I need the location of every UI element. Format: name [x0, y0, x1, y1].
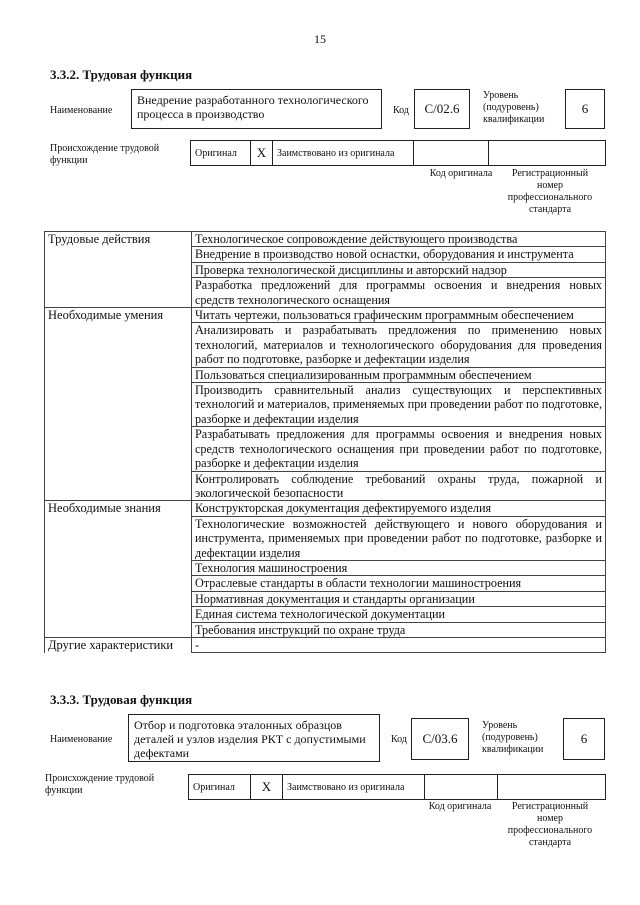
origin-row: [190, 140, 606, 166]
code-box: С/02.6: [414, 89, 470, 129]
origin-mark: X: [251, 141, 273, 165]
table-cell-item: Конструкторская документация дефектируемого изделия: [192, 501, 606, 516]
table-cell-item: Внедрение в производство новой оснастки, оборудования и инструмента: [192, 247, 606, 262]
table-cell-item: Пользоваться специализированным программным обеспечением: [192, 367, 606, 382]
origin-label: Происхождение трудовой функции: [50, 143, 160, 166]
table-cell-item: -: [192, 637, 606, 652]
origin-row-2: [188, 774, 606, 800]
table-cell-item: Анализировать и разрабатывать предложения по применению новых технологий, материалов и технологического оборудования для проведения работ по подготовке, разборке и дефектации изделия: [192, 323, 606, 367]
origin-original: Оригинал: [191, 141, 251, 165]
table-cell-item: Нормативная документация и стандарты организации: [192, 591, 606, 606]
origin-reg-cell-2: [498, 775, 605, 799]
section-title-3-3-3: 3.3.3. Трудовая функция: [50, 692, 193, 707]
origin-code-cell-2: [425, 775, 498, 799]
table-row: [45, 501, 606, 516]
group-heading: Необходимые знания: [45, 501, 192, 638]
table-cell-item: Технологические возможностей действующего и нового оборудования и инструмента, применяемых при проведении работ по подготовке, разборке и дефектации изделия: [192, 516, 606, 560]
function-name-box-2: Отбор и подготовка эталонных образцов деталей и узлов изделия РКТ с допустимыми дефектами: [128, 714, 380, 762]
section-title-3-3-2: 3.3.2. Трудовая функция: [50, 67, 193, 82]
table-cell-item: Технологическое сопровождение действующего производства: [192, 232, 606, 247]
name-label-2: Наименование: [50, 734, 113, 745]
level-label-2: Уровень (подуровень) квалификации: [482, 720, 544, 755]
origin-code-cell: [414, 141, 489, 165]
code-label: Код: [393, 105, 409, 116]
table-row: [45, 232, 606, 247]
labor-function-table: [44, 231, 606, 653]
table-cell-item: Разработка предложений для программы освоения и внедрения новых средств технологического оснащения: [192, 278, 606, 308]
table-cell-item: Производить сравнительный анализ существующих и перспективных технологий и материалов, применяемых при проведении работ по подготовке, разборке и дефектации изделия: [192, 383, 606, 427]
origin-reg-caption: Регистрационный номер профессионального стандарта: [507, 168, 593, 215]
level-box: 6: [565, 89, 605, 129]
page-number: 15: [314, 32, 326, 46]
table-cell-item: Технология машиностроения: [192, 560, 606, 575]
origin-code-caption-2: Код оригинала: [428, 801, 492, 812]
group-heading: Трудовые действия: [45, 232, 192, 308]
table-cell-item: Контролировать соблюдение требований охраны труда, пожарной и экологической безопасности: [192, 471, 606, 501]
name-label: Наименование: [50, 105, 113, 116]
table-cell-item: Отраслевые стандарты в области технологии машиностроения: [192, 576, 606, 591]
table-row: [45, 637, 606, 652]
table-cell-item: Единая система технологической документации: [192, 607, 606, 622]
level-label: Уровень (подуровень) квалификации: [483, 90, 545, 125]
code-box-2: С/03.6: [411, 718, 469, 760]
origin-reg-caption-2: Регистрационный номер профессионального стандарта: [507, 801, 593, 848]
origin-borrowed-2: Заимствовано из оригинала: [283, 775, 425, 799]
origin-label-2: Происхождение трудовой функции: [45, 773, 155, 796]
group-heading: Необходимые умения: [45, 308, 192, 501]
table-cell-item: Проверка технологической дисциплины и авторский надзор: [192, 262, 606, 277]
origin-original-2: Оригинал: [189, 775, 251, 799]
origin-code-caption: Код оригинала: [429, 168, 493, 179]
group-heading: Другие характеристики: [45, 637, 192, 652]
table-cell-item: Требования инструкций по охране труда: [192, 622, 606, 637]
origin-reg-cell: [489, 141, 605, 165]
origin-borrowed: Заимствовано из оригинала: [273, 141, 414, 165]
table-cell-item: Разрабатывать предложения для программы освоения и внедрения новых средств технологического оснащения при проведении работ по подготовке, разборке и дефектации изделия: [192, 427, 606, 471]
table-cell-item: Читать чертежи, пользоваться графическим программным обеспечением: [192, 308, 606, 323]
level-box-2: 6: [563, 718, 605, 760]
origin-mark-2: X: [251, 775, 283, 799]
table-row: [45, 308, 606, 323]
code-label-2: Код: [391, 734, 407, 745]
function-name-box: Внедрение разработанного технологического процесса в производство: [131, 89, 382, 129]
